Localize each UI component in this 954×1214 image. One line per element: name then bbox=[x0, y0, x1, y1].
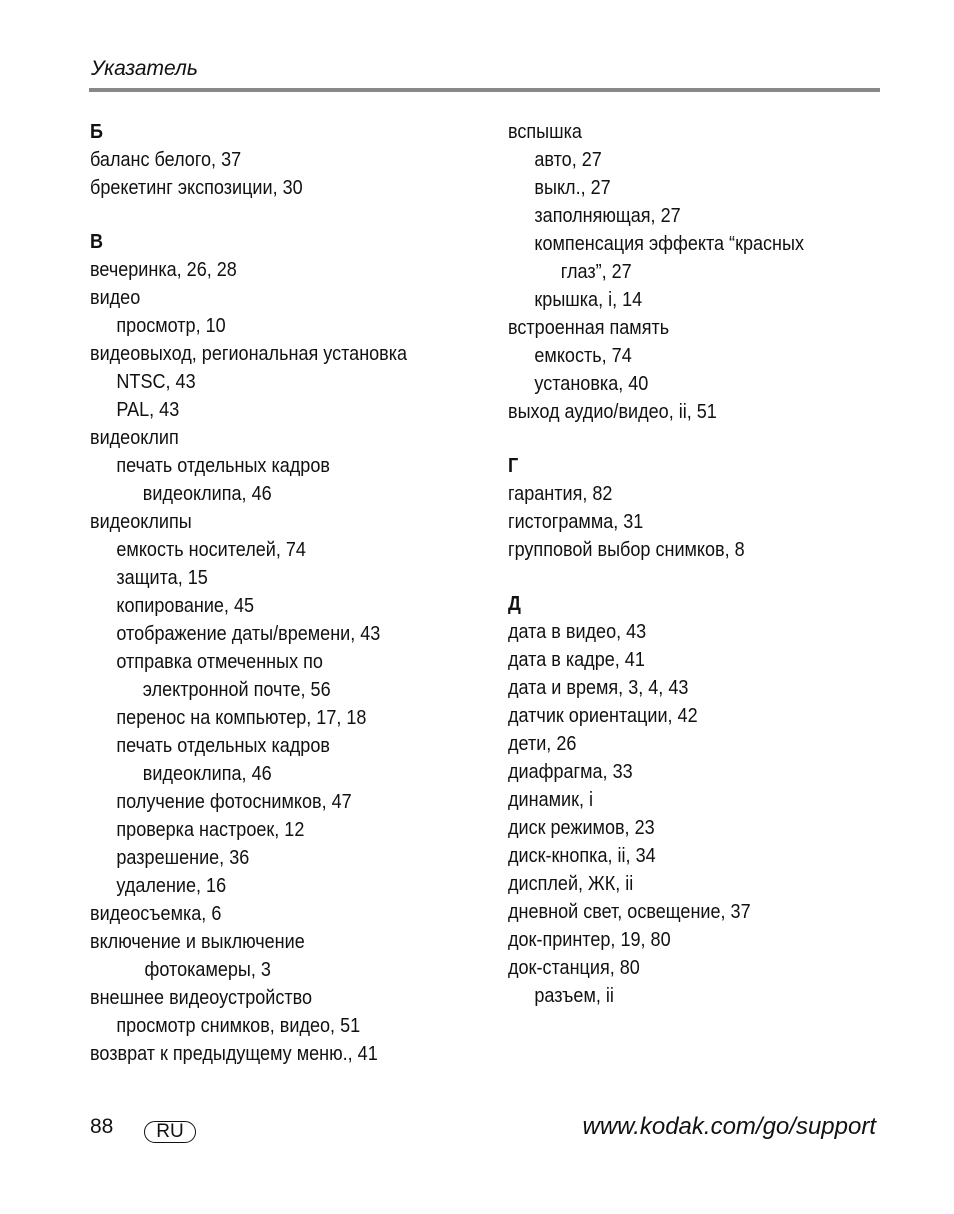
index-subentry: фотокамеры, 3 bbox=[144, 958, 271, 981]
index-subentry: видеоклипа, 46 bbox=[142, 482, 272, 505]
index-entry: гистограмма, 31 bbox=[508, 510, 644, 533]
index-subentry: копирование, 45 bbox=[116, 594, 255, 617]
index-entry: возврат к предыдущему меню., 41 bbox=[90, 1042, 378, 1065]
section-spacer bbox=[90, 202, 490, 228]
index-entry: дети, 26 bbox=[508, 732, 577, 755]
index-entry: выход аудио/видео, ii, 51 bbox=[508, 400, 717, 423]
index-section-letter: Д bbox=[508, 592, 521, 615]
index-subentry: видеоклипа, 46 bbox=[142, 762, 272, 785]
index-entry: дата в видео, 43 bbox=[508, 620, 647, 643]
index-entry: групповой выбор снимков, 8 bbox=[508, 538, 745, 561]
index-subentry: отображение даты/времени, 43 bbox=[116, 622, 381, 645]
index-entry: док-принтер, 19, 80 bbox=[508, 928, 671, 951]
index-entry: видеоклип bbox=[90, 426, 179, 449]
index-subentry: отправка отмеченных по bbox=[116, 650, 323, 673]
section-spacer bbox=[508, 426, 888, 452]
index-subentry: разрешение, 36 bbox=[116, 846, 250, 869]
index-entry: внешнее видеоустройство bbox=[90, 986, 313, 1009]
index-subentry: разъем, ii bbox=[534, 984, 614, 1007]
index-subentry: установка, 40 bbox=[534, 372, 649, 395]
index-subentry: заполняющая, 27 bbox=[534, 204, 681, 227]
index-subentry: емкость носителей, 74 bbox=[116, 538, 306, 561]
page-number: 88 bbox=[90, 1115, 114, 1138]
index-entry: динамик, i bbox=[508, 788, 594, 811]
index-subentry: глаз”, 27 bbox=[560, 260, 632, 283]
index-entry: видеоклипы bbox=[90, 510, 192, 533]
index-entry: дисплей, ЖК, ii bbox=[508, 872, 634, 895]
index-subentry: просмотр снимков, видео, 51 bbox=[116, 1014, 361, 1037]
index-entry: вечеринка, 26, 28 bbox=[90, 258, 237, 281]
index-subentry: выкл., 27 bbox=[534, 176, 611, 199]
index-entry: диафрагма, 33 bbox=[508, 760, 633, 783]
index-subentry: получение фотоснимков, 47 bbox=[116, 790, 352, 813]
index-entry: дата в кадре, 41 bbox=[508, 648, 645, 671]
index-entry: баланс белого, 37 bbox=[90, 148, 242, 171]
index-subentry: печать отдельных кадров bbox=[116, 454, 330, 477]
index-entry: брекетинг экспозиции, 30 bbox=[90, 176, 303, 199]
language-badge: RU bbox=[144, 1121, 196, 1143]
index-entry: док-станция, 80 bbox=[508, 956, 640, 979]
index-section-letter: В bbox=[90, 230, 104, 253]
index-subentry: крышка, i, 14 bbox=[534, 288, 643, 311]
index-entry: включение и выключение bbox=[90, 930, 305, 953]
index-entry: вспышка bbox=[508, 120, 582, 143]
index-column-right bbox=[508, 118, 888, 1010]
section-spacer bbox=[508, 564, 888, 590]
index-subentry: компенсация эффекта “красных bbox=[534, 232, 804, 255]
index-entry: дневной свет, освещение, 37 bbox=[508, 900, 751, 923]
index-subentry: удаление, 16 bbox=[116, 874, 227, 897]
index-subentry: перенос на компьютер, 17, 18 bbox=[116, 706, 367, 729]
index-entry: дата и время, 3, 4, 43 bbox=[508, 676, 689, 699]
index-entry: диск режимов, 23 bbox=[508, 816, 655, 839]
index-subentry: PAL, 43 bbox=[116, 398, 180, 421]
index-entry: видеосъемка, 6 bbox=[90, 902, 222, 925]
support-url: www.kodak.com/go/support bbox=[582, 1113, 876, 1140]
index-entry: встроенная память bbox=[508, 316, 670, 339]
index-entry: видео bbox=[90, 286, 141, 309]
index-section-letter: Г bbox=[508, 454, 519, 477]
header-divider bbox=[89, 88, 880, 92]
index-subentry: печать отдельных кадров bbox=[116, 734, 330, 757]
index-subentry: емкость, 74 bbox=[534, 344, 632, 367]
index-entry: датчик ориентации, 42 bbox=[508, 704, 698, 727]
index-entry: диск-кнопка, ii, 34 bbox=[508, 844, 656, 867]
index-subentry: просмотр, 10 bbox=[116, 314, 226, 337]
page-header-title: Указатель bbox=[91, 57, 198, 80]
index-entry: гарантия, 82 bbox=[508, 482, 613, 505]
index-subentry: проверка настроек, 12 bbox=[116, 818, 305, 841]
index-section-letter: Б bbox=[90, 120, 103, 143]
index-column-left bbox=[90, 118, 490, 1068]
index-subentry: NTSC, 43 bbox=[116, 370, 196, 393]
index-subentry: электронной почте, 56 bbox=[142, 678, 331, 701]
index-entry: видеовыход, региональная установка bbox=[90, 342, 408, 365]
index-subentry: защита, 15 bbox=[116, 566, 208, 589]
index-subentry: авто, 27 bbox=[534, 148, 602, 171]
